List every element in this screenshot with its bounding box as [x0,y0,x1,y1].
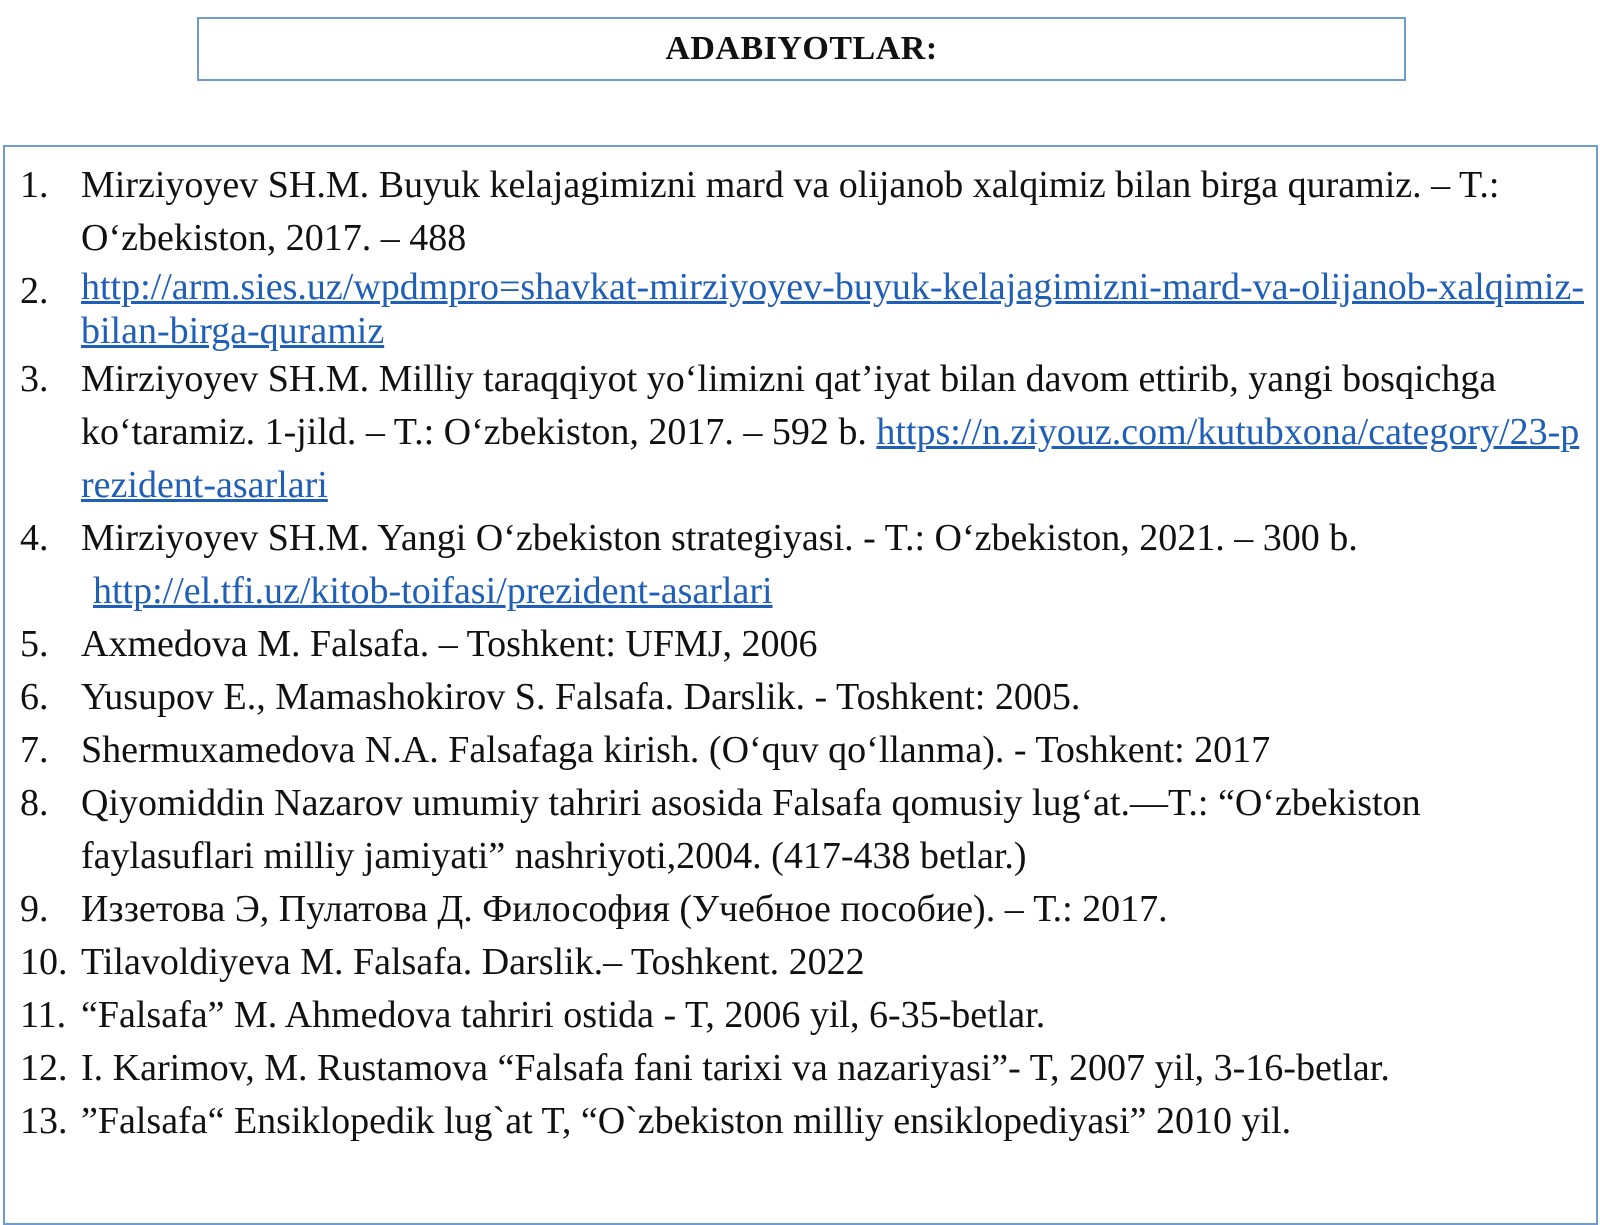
reference-text: Yusupov E., Mamashokirov S. Falsafa. Darslik. - Toshkent: 2005. [81,676,1081,718]
reference-number: 5. [20,623,49,665]
reference-item-7 [5,724,1596,777]
reference-link[interactable]: http://arm.sies.uz/wpdmpro=shavkat-mirziyoyev-buyuk-kelajagimizni-mard-va-olijanob-xalqimiz-bilan-birga-quramiz [81,266,1585,352]
reference-item-1 [5,159,1596,265]
reference-number: 2. [20,270,49,312]
reference-number: 7. [20,729,49,771]
reference-number: 4. [20,517,49,559]
reference-text: Tilavoldiyeva M. Falsafa. Darslik.– Toshkent. 2022 [81,941,865,983]
reference-text: I. Karimov, M. Rustamova “Falsafa fani tarixi va nazariyasi”- T, 2007 yil, 3-16-betlar. [81,1047,1390,1089]
reference-item-9 [5,883,1596,936]
reference-number: 12. [20,1047,68,1089]
reference-text: “Falsafa” M. Ahmedova tahriri ostida - T, 2006 yil, 6-35-betlar. [81,994,1046,1036]
reference-item-11 [5,989,1596,1042]
reference-item-8 [5,777,1596,883]
reference-item-13 [5,1095,1596,1148]
reference-text: Mirziyoyev SH.M. Buyuk kelajagimizni mard va olijanob xalqimiz bilan birga quramiz. – T.: O‘zbekiston, 2017. – 488 [81,164,1500,259]
reference-number: 6. [20,676,49,718]
reference-link[interactable]: http://el.tfi.uz/kitob-toifasi/prezident-asarlari [93,570,773,612]
reference-number: 10. [20,941,68,983]
reference-number: 9. [20,888,49,930]
reference-number: 8. [20,782,49,824]
reference-text: Axmedova M. Falsafa. – Toshkent: UFMJ, 2006 [81,623,818,665]
reference-text: Mirziyoyev SH.M. Milliy taraqqiyot yo‘limizni qat’iyat bilan davom ettirib, yangi bosqichga ko‘taramiz. 1-jild. – T.: O‘zbekiston, 2017. – 592 b. [81,358,1497,453]
reference-text: Иззетова Э, Пулатова Д. Философия (Учебное пособие). – Т.: 2017. [81,888,1168,930]
reference-number: 11. [20,994,67,1036]
page-title: ADABIYOTLAR: [665,30,938,67]
reference-item-6 [5,671,1596,724]
reference-number: 3. [20,358,49,400]
reference-item-5 [5,618,1596,671]
title-box [197,17,1406,81]
reference-item-10 [5,936,1596,989]
reference-text: ”Falsafa“ Ensiklopedik lug`at T, “O`zbekiston milliy ensiklopediyasi” 2010 yil. [81,1100,1292,1142]
reference-item-3 [5,353,1596,512]
reference-text: Mirziyoyev SH.M. Yangi O‘zbekiston strategiyasi. - T.: O‘zbekiston, 2021. – 300 b. [81,517,1358,559]
reference-item-12 [5,1042,1596,1095]
reference-item-2 [5,265,1596,353]
reference-number: 13. [20,1100,68,1142]
reference-text: Shermuxamedova N.A. Falsafaga kirish. (O‘quv qo‘llanma). - Toshkent: 2017 [81,729,1271,771]
references-list [5,147,1596,1148]
references-box [3,145,1598,1225]
reference-item-4 [5,512,1596,618]
reference-number: 1. [20,164,49,206]
reference-text: Qiyomiddin Nazarov umumiy tahriri asosida Falsafa qomusiy lug‘at.—T.: “O‘zbekiston faylasuflari milliy jamiyati” nashriyoti,2004. (417-438 betlar.) [81,782,1421,877]
reference-link[interactable]: https://n.ziyouz.com/kutubxona/category/23-prezident-asarlari [81,411,1580,506]
